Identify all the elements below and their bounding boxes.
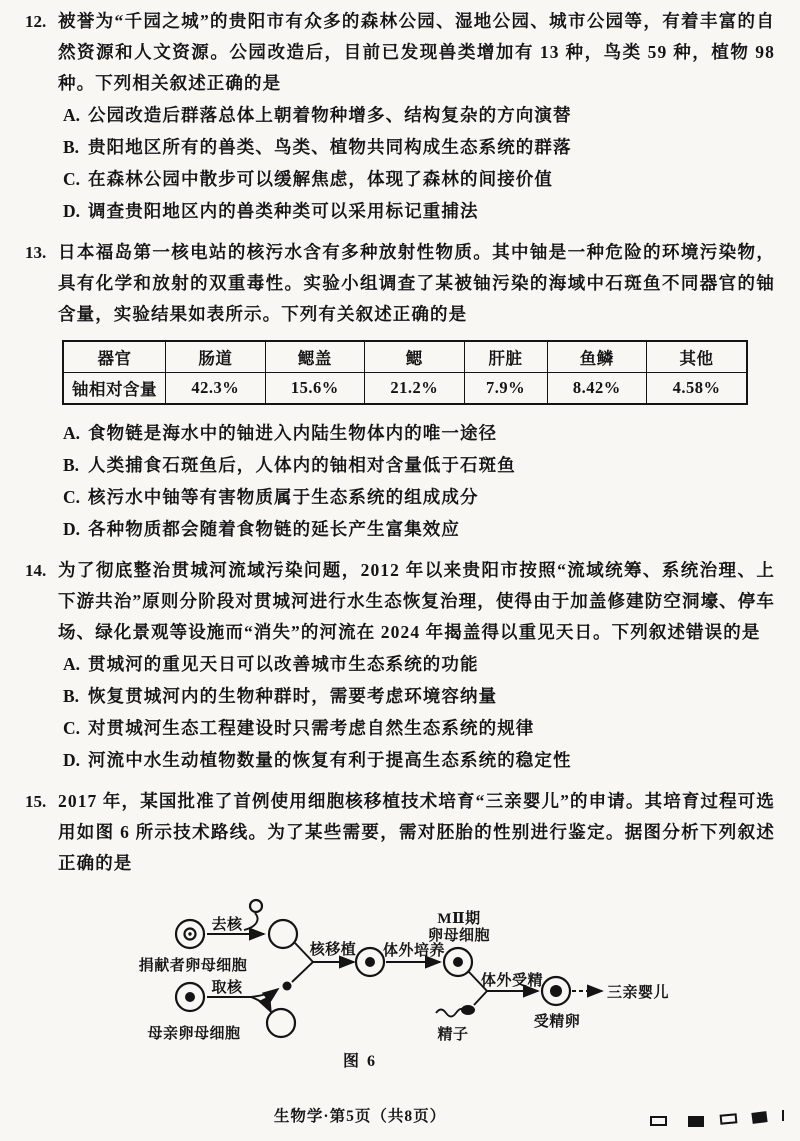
- option-label: A.: [63, 105, 81, 125]
- question-12-option-c: [58, 163, 775, 195]
- table-header-cell: 鳃: [365, 341, 464, 373]
- table-header-cell: 肠道: [166, 341, 265, 373]
- table-header-cell: 鳃盖: [265, 341, 364, 373]
- option-text: 核污水中铀等有害物质属于生态系统的组成成分: [88, 487, 479, 507]
- registration-mark-4: [751, 1111, 767, 1124]
- option-label: A.: [63, 423, 81, 443]
- removed-nucleus-string: [244, 913, 258, 930]
- donor-oocyte-label: 捐献者卵母细胞: [138, 958, 248, 974]
- table-value-row: [63, 373, 747, 405]
- extract-arrow-down: [251, 997, 271, 1012]
- option-label: C.: [63, 718, 81, 738]
- table-row-label: 铀相对含量: [63, 373, 166, 405]
- registration-mark-3: [720, 1113, 738, 1124]
- donor-oocyte-cell: [176, 920, 204, 948]
- mii-label-line2: 卵母细胞: [427, 928, 491, 944]
- option-label: D.: [63, 201, 81, 221]
- enucleated-donor-cell: [269, 920, 297, 948]
- mother-oocyte-label: 母亲卵母细胞: [147, 1026, 241, 1042]
- question-14-number: 14.: [25, 561, 47, 580]
- question-13: [25, 237, 775, 545]
- question-12-option-d: [58, 195, 775, 227]
- option-label: D.: [63, 519, 81, 539]
- table-header-cell: 其他: [647, 341, 747, 373]
- uranium-content-table: [62, 340, 748, 405]
- table-value-cell: 7.9%: [464, 373, 547, 405]
- question-15-number: 15.: [25, 792, 47, 811]
- question-12-option-a: [58, 99, 775, 131]
- culture-label: 体外培养: [382, 943, 446, 959]
- edge-tick: [782, 1110, 784, 1121]
- mother-oocyte-cell: [176, 983, 204, 1011]
- question-13-stem: 日本福岛第一核电站的核污水含有多种放射性物质。其中铀是一种危险的环境污染物，具有化学和放射的双重毒性。实验小组调查了某被铀污染的海域中石斑鱼不同器官的铀含量，实验结果如表所示。下列有关叙述正确的是: [58, 242, 775, 324]
- option-text: 恢复贯城河内的生物种群时，需要考虑环境容纳量: [88, 686, 498, 706]
- option-text: 各种物质都会随着食物链的延长产生富集效应: [88, 519, 460, 539]
- registration-mark-2: [688, 1116, 704, 1127]
- reconstructed-cell: [356, 948, 384, 976]
- question-12-stem: 被誉为“千园之城”的贵阳市有众多的森林公园、湿地公园、城市公园等，有着丰富的自然资源和人文资源。公园改造后，目前已发现兽类增加有 13 种，鸟类 59 种，植物 98 种。下列相关叙述正确的是: [58, 11, 775, 93]
- question-14-option-d: [58, 744, 775, 776]
- option-label: B.: [63, 455, 80, 475]
- mii-oocyte-cell: [444, 948, 472, 976]
- zygote-cell: [542, 977, 570, 1005]
- question-13-option-d: [58, 513, 775, 545]
- figure-6-diagram: [0, 889, 800, 1074]
- question-13-option-a: [58, 417, 775, 449]
- table-header-cell: 器官: [63, 341, 166, 373]
- table-value-cell: 4.58%: [647, 373, 747, 405]
- option-label: B.: [63, 137, 80, 157]
- table-value-cell: 21.2%: [365, 373, 464, 405]
- option-label: D.: [63, 750, 81, 770]
- question-14-stem: 为了彻底整治贯城河流域污染问题，2012 年以来贵阳市按照“流域统筹、系统治理、上下游共治”原则分阶段对贯城河进行水生态恢复治理，使得由于加盖修建防空洞壕、停车场、绿化景观等设施而“消失”的河流在 2024 年揭盖得以重见天日。下列叙述错误的是: [58, 560, 775, 642]
- table-header-cell: 鱼鳞: [547, 341, 646, 373]
- enucleate-label: 去核: [211, 917, 243, 933]
- question-13-number: 13.: [25, 243, 47, 262]
- option-text: 河流中水生动植物数量的恢复有利于提高生态系统的稳定性: [88, 750, 572, 770]
- option-label: B.: [63, 686, 80, 706]
- option-text: 在森林公园中散步可以缓解焦虑，体现了森林的间接价值: [88, 169, 553, 189]
- extract-nucleus-label: 取核: [211, 980, 243, 996]
- zygote-label: 受精卵: [533, 1014, 581, 1030]
- question-13-option-c: [58, 481, 775, 513]
- page-footer: 生物学·第5页（共8页）: [273, 1108, 447, 1125]
- table-header-row: [63, 341, 747, 373]
- question-14-option-a: [58, 648, 775, 680]
- registration-mark-1: [650, 1116, 667, 1126]
- sperm-icon: [436, 1005, 475, 1017]
- option-text: 调查贵阳地区内的兽类种类可以采用标记重捕法: [88, 201, 479, 221]
- question-14-option-c: [58, 712, 775, 744]
- option-label: C.: [63, 487, 81, 507]
- question-14-option-b: [58, 680, 775, 712]
- option-text: 对贯城河生态工程建设时只需考虑自然生态系统的规律: [88, 718, 535, 738]
- question-13-option-b: [58, 449, 775, 481]
- question-15: [25, 786, 775, 879]
- extracted-nucleus-icon: [283, 982, 292, 991]
- enucleated-mother-cell: [267, 1009, 295, 1037]
- figure-caption: 图 6: [342, 1053, 378, 1070]
- extract-arrow-up: [251, 989, 278, 997]
- question-12: [25, 6, 775, 227]
- ivf-label: 体外受精: [480, 973, 544, 989]
- table-value-cell: 42.3%: [166, 373, 265, 405]
- question-12-number: 12.: [25, 12, 47, 31]
- figure-6-area: [0, 889, 775, 1074]
- mii-label-line1: MⅡ期: [437, 911, 481, 927]
- option-text: 人类捕食石斑鱼后，人体内的铀相对含量低于石斑鱼: [88, 455, 516, 475]
- table-value-cell: 15.6%: [265, 373, 364, 405]
- option-label: C.: [63, 169, 81, 189]
- option-text: 公园改造后群落总体上朝着物种增多、结构复杂的方向演替: [88, 105, 572, 125]
- table-header-cell: 肝脏: [464, 341, 547, 373]
- option-text: 食物链是海水中的铀进入内陆生物体内的唯一途径: [88, 423, 498, 443]
- table-value-cell: 8.42%: [547, 373, 646, 405]
- option-text: 贯城河的重见天日可以改善城市生态系统的功能: [88, 654, 479, 674]
- removed-nucleus-icon: [250, 900, 262, 912]
- nuclear-transfer-label: 核移植: [309, 942, 357, 958]
- sperm-label: 精子: [437, 1027, 469, 1043]
- option-label: A.: [63, 654, 81, 674]
- question-15-stem: 2017 年，某国批准了首例使用细胞核移植技术培育“三亲婴儿”的申请。其培育过程可选用如图 6 所示技术路线。为了某些需要，需对胚胎的性别进行鉴定。据图分析下列叙述正确的是: [58, 791, 775, 873]
- option-text: 贵阳地区所有的兽类、鸟类、植物共同构成生态系统的群落: [88, 137, 572, 157]
- question-12-option-b: [58, 131, 775, 163]
- baby-label: 三亲婴儿: [607, 985, 670, 1001]
- question-14: [25, 555, 775, 776]
